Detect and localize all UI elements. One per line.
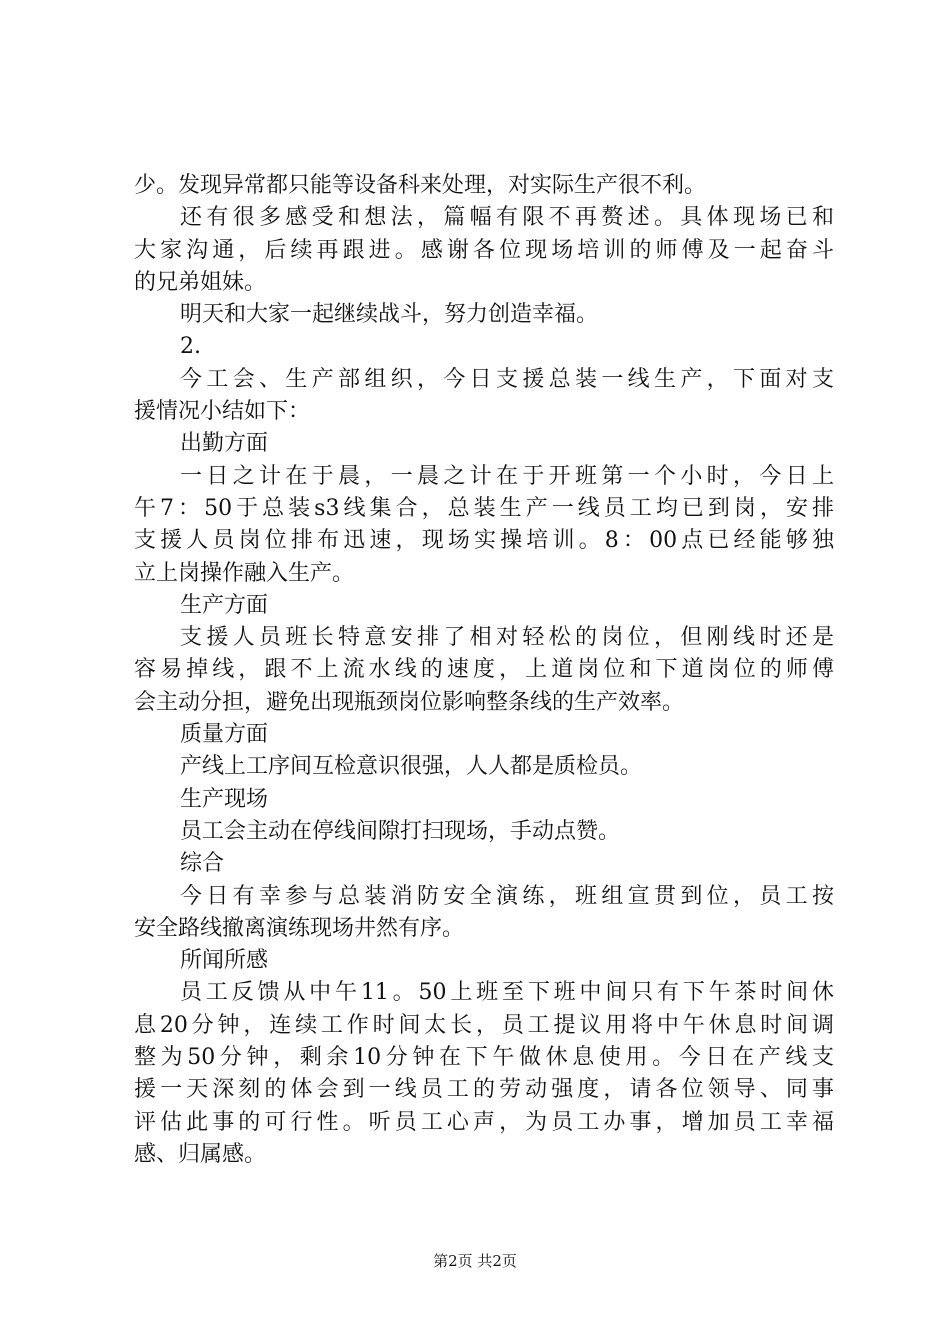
page-footer: 第2页 共2页 [433,1252,517,1270]
text-line: 整为50分钟，剩余10分钟在下午做休息使用。今日在产线支 [134,1045,834,1071]
text-line: 今日有幸参与总装消防安全演练，班组宣贯到位，员工按 [180,883,834,909]
text-line: 安全路线撤离演练现场井然有序。 [134,915,465,941]
text-line: 容易掉线，跟不上流水线的速度，上道岗位和下道岗位的师傅 [134,657,834,683]
text-line: 息20分钟，连续工作时间太长，员工提议用将中午休息时间调 [134,1012,834,1038]
text-line: 质量方面 [180,722,269,748]
text-line: 2. [180,334,201,360]
text-line: 还有很多感受和想法，篇幅有限不再赘述。具体现场已和 [180,205,834,231]
text-line: 员工反馈从中午11。50上班至下班中间只有下午茶时间休 [180,980,834,1006]
text-line: 少。发现异常都只能等设备科来处理，对实际生产很不利。 [134,173,707,198]
text-line: 所闻所感 [180,948,269,974]
text-line: 支援人员班长特意安排了相对轻松的岗位，但刚线时还是 [180,625,834,651]
text-line: 评估此事的可行性。听员工心声，为员工办事，增加员工幸福 [134,1109,834,1135]
text-line: 感、归属感。 [134,1141,267,1167]
text-line: 立上岗操作融入生产。 [134,560,355,586]
text-line: 援情况小结如下： [134,399,311,425]
text-line: 援一天深刻的体会到一线员工的劳动强度，请各位领导、同事 [134,1077,834,1103]
text-line: 的兄弟姐妹。 [134,269,267,295]
text-line: 会主动分担，避免出现瓶颈岗位影响整条线的生产效率。 [134,689,685,715]
text-line: 产线上工序间互检意识很强，人人都是质检员。 [180,754,643,780]
document-body [134,170,834,1171]
text-line: 今工会、生产部组织，今日支援总装一线生产，下面对支 [180,366,834,392]
text-line: 午7：50于总装s3线集合，总装生产一线员工均已到岗，安排 [134,495,834,521]
text-line: 明天和大家一起继续战斗，努力创造幸福。 [180,302,599,328]
text-line: 综合 [180,851,225,877]
text-line: 出勤方面 [180,431,269,457]
text-line: 支援人员岗位排布迅速，现场实操培训。8：00点已经能够独 [134,528,834,554]
text-line: 大家沟通，后续再跟进。感谢各位现场培训的师傅及一起奋斗 [134,237,834,263]
text-line: 生产现场 [180,786,269,812]
text-line: 员工会主动在停线间隙打扫现场，手动点赞。 [180,818,621,844]
text-line: 一日之计在于晨，一晨之计在于开班第一个小时，今日上 [180,463,834,489]
text-line: 生产方面 [180,592,269,618]
